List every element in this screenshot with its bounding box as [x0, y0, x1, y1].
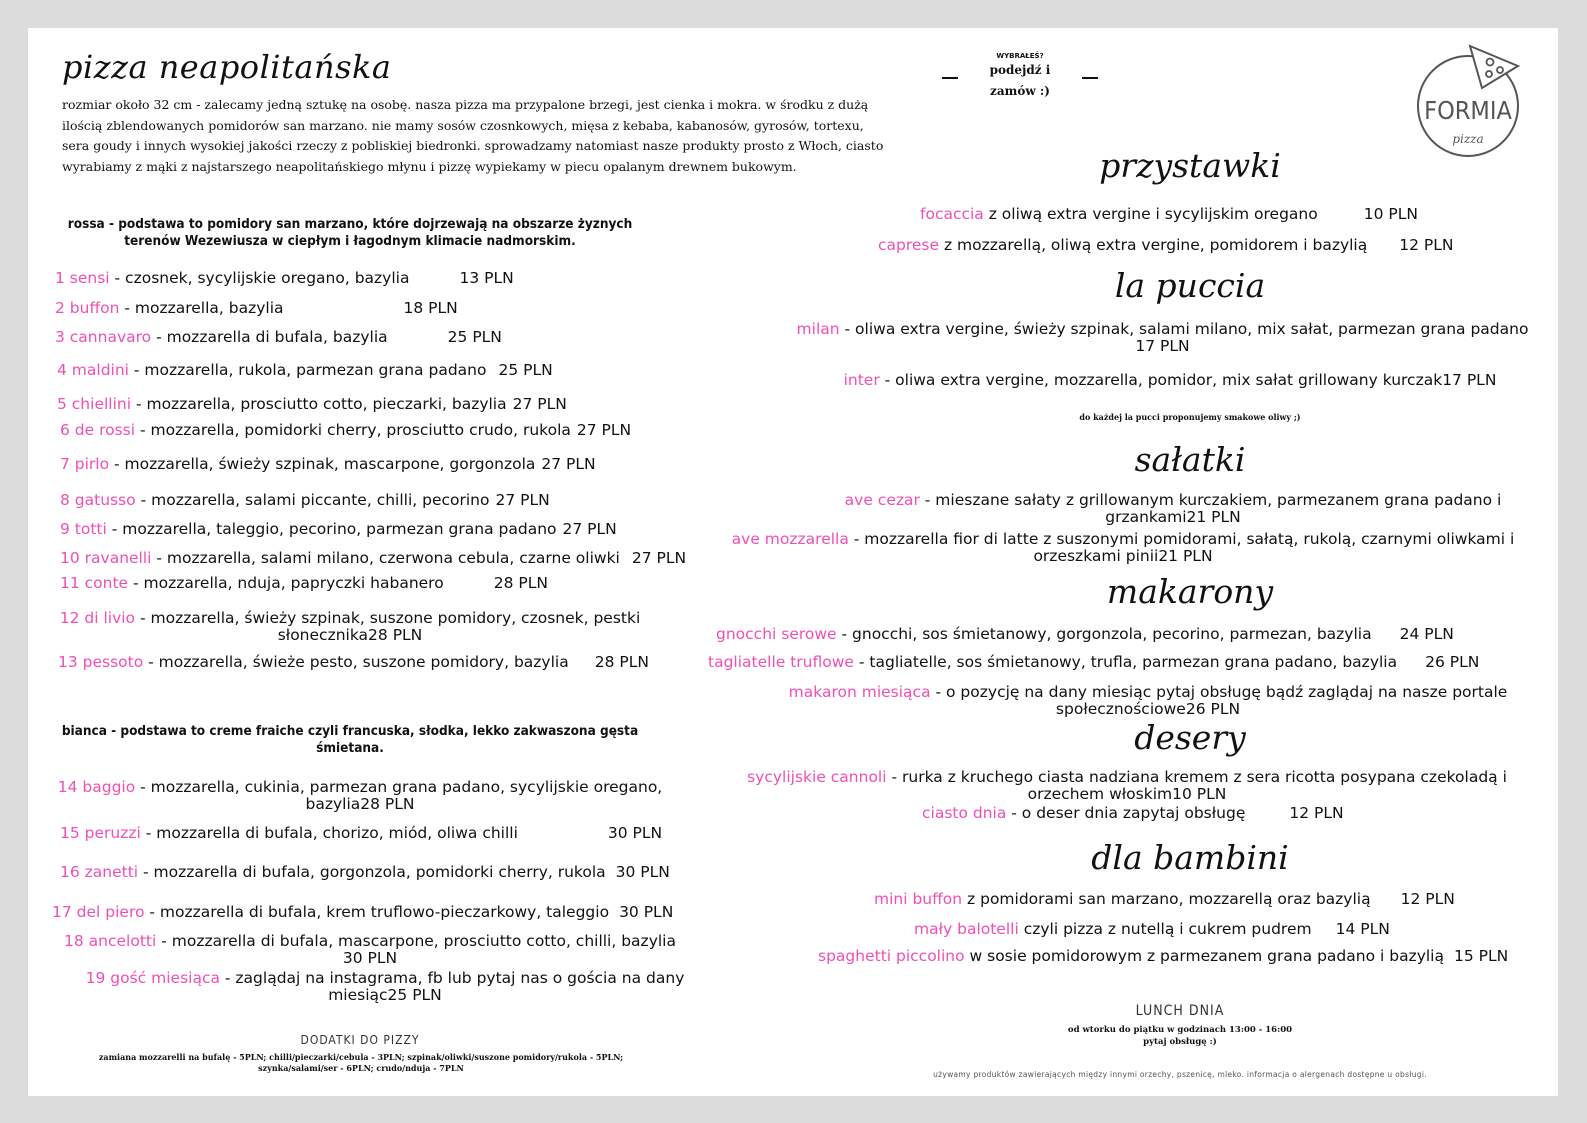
item-name: ave mozzarella [731, 530, 849, 548]
item-description: - o pozycję na dany miesiąc pytaj obsługę bądź zaglądaj na nasze portale społecznościowe [930, 683, 1508, 718]
lunch-line2: pytaj obsługę :) [1143, 1037, 1217, 1047]
item-price: 30 PLN [615, 863, 670, 881]
item-name: 19 gość miesiąca [85, 969, 220, 987]
item-name: 12 di livio [59, 609, 136, 627]
menu-item [75, 970, 695, 1004]
item-description: - mozzarella, świeży szpinak, mascarpone, gorgonzola [109, 455, 536, 473]
bianca-header: bianca - podstawa to creme fraiche czyli francuska, słodka, lekko zakwaszona gęsta śmietana. [61, 723, 639, 756]
menu-item [57, 362, 553, 379]
menu-item [874, 891, 1455, 908]
menu-item [55, 779, 665, 813]
item-description: czyli pizza z nutellą i cukrem pudrem [1018, 920, 1312, 938]
item-price: 25 PLN [387, 986, 442, 1004]
item-name: 18 ancelotti [64, 932, 157, 950]
rossa-header: rossa - podstawa to pomidory san marzano, które dojrzewają na obszarze żyznych terenów Wezewiusza w ciepłym i łagodnym klimacie nadmorskim. [67, 216, 633, 249]
item-description: - mieszane sałaty z grillowanym kurczakiem, parmezanem grana padano i grzankami [919, 491, 1502, 526]
addons-title: DODATKI DO PIZZY [300, 1033, 420, 1047]
puccia-title: la puccia [1114, 266, 1266, 305]
item-price: 27 PLN [541, 455, 596, 473]
item-price: 28 PLN [493, 574, 548, 592]
item-description: - oliwa extra vergine, świeży szpinak, salami milano, mix sałat, parmezan grana padano [839, 320, 1529, 338]
item-description: - mozzarella di bufala, chorizo, miód, oliwa chilli [140, 824, 518, 842]
menu-item [790, 321, 1535, 355]
lunch-title: LUNCH DNIA [1135, 1003, 1225, 1019]
item-name: gnocchi serowe [716, 625, 837, 643]
item-name: mały balotelli [914, 920, 1019, 938]
menu-item [60, 456, 596, 473]
item-price: 21 PLN [1158, 547, 1213, 565]
item-name: 11 conte [60, 574, 129, 592]
item-price: 10 PLN [1363, 205, 1418, 223]
item-price: 17 PLN [1135, 337, 1190, 355]
item-description: - tagliatelle, sos śmietanowy, trufla, parmezan grana padano, bazylia [853, 653, 1398, 671]
item-price: 12 PLN [1289, 804, 1344, 822]
item-name: sycylijskie cannoli [747, 768, 887, 786]
lunch-line1: od wtorku do piątku w godzinach 13:00 - 16:00 [1067, 1025, 1293, 1035]
order-small: WYBRAŁEŚ? [996, 52, 1044, 60]
item-price: 18 PLN [403, 299, 458, 317]
item-name: milan [796, 320, 840, 338]
menu-item [55, 270, 514, 287]
item-price: 25 PLN [498, 361, 553, 379]
item-price: 30 PLN [342, 949, 398, 967]
intro-text: rozmiar około 32 cm - zalecamy jedną sztukę na osobę. nasza pizza ma przypalone brzegi, jest cienka i mokra. w środku z dużą ilością zblendowanych pomidorów san marzano. nie mamy sosów czosnkowych, mięsa z kebaba, kabanosów, gyrosów, tortexu, sera goudy i innych wysokiej jakości rzeczy z pobliskiej biedronki. sprowadzamy natomiast nasze produkty prosto z Włoch, ciasto wyrabiamy z mąki z najstarszego neapolitańskiego młynu i pizzę wypiekamy w piecu opalanym drewnem bukowym. [62, 97, 884, 174]
item-description: z oliwą extra vergine i sycylijskim oregano [983, 205, 1318, 223]
item-description: - mozzarella, cukinia, parmezan grana padano, sycylijskie oregano, bazylia [135, 778, 663, 813]
item-price: 27 PLN [512, 395, 567, 413]
menu-item [52, 904, 673, 921]
item-description: z mozzarellą, oliwą extra vergine, pomidorem i bazylią [939, 236, 1368, 254]
item-description: - mozzarella, rukola, parmezan grana padano [128, 361, 487, 379]
menu-item [55, 329, 502, 346]
item-name: spaghetti piccolino [818, 947, 965, 965]
item-price: 27 PLN [562, 520, 617, 538]
logo-brand: FORMIA [1424, 96, 1512, 125]
item-description: - czosnek, sycylijskie oregano, bazylia [109, 269, 410, 287]
menu-item [60, 825, 662, 842]
menu-item [60, 422, 631, 439]
item-description: - rurka z kruchego ciasta nadziana kremem z sera ricotta posypana czekoladą i orzechem włoskim [886, 768, 1507, 803]
item-price: 17 PLN [1442, 371, 1497, 389]
item-description: - oliwa extra vergine, mozzarella, pomidor, mix sałat grillowany kurczak [879, 371, 1443, 389]
item-price: 27 PLN [576, 421, 632, 439]
item-name: focaccia [920, 205, 984, 223]
item-price: 27 PLN [631, 549, 687, 567]
item-description: - mozzarella, taleggio, pecorino, parmezan grana padano [106, 520, 557, 538]
menu-item [878, 237, 1453, 254]
item-name: 3 cannavaro [55, 328, 152, 346]
item-price: 10 PLN [1172, 785, 1227, 803]
item-description: - zaglądaj na instagrama, fb lub pytaj nas o gościa na dany miesiąc [219, 969, 685, 1004]
item-description: - mozzarella, prosciutto cotto, pieczarki, bazylia [131, 395, 507, 413]
formia-logo [1410, 44, 1530, 160]
item-price: 28 PLN [360, 795, 415, 813]
page-title: pizza neapolitańska [62, 48, 392, 86]
menu-item [768, 684, 1528, 718]
item-description: - mozzarella, salami piccante, chilli, pecorino [135, 491, 490, 509]
item-name: 10 ravanelli [60, 549, 152, 567]
menu-item [57, 396, 567, 413]
item-price: 30 PLN [619, 903, 674, 921]
item-description: - mozzarella, nduja, papryczki habanero [128, 574, 444, 592]
item-price: 25 PLN [447, 328, 502, 346]
addons-text: zamiana mozzarelli na bufalę - 5PLN; chilli/pieczarki/cebula - 3PLN; szpinak/oliwki/suszone pomidory/rukola - 5PLN; szynka/salami/ser - 6PLN; crudo/nduja - 7PLN [98, 1052, 624, 1073]
item-name: 9 totti [60, 520, 107, 538]
item-price: 14 PLN [1335, 920, 1390, 938]
dash-right [1082, 77, 1098, 79]
item-description: - gnocchi, sos śmietanowy, gorgonzola, pecorino, parmezan, bazylia [836, 625, 1372, 643]
item-price: 28 PLN [368, 626, 423, 644]
item-name: 1 sensi [55, 269, 110, 287]
item-description: - mozzarella di bufala, krem truflowo-pieczarkowy, taleggio [144, 903, 610, 921]
item-price: 30 PLN [607, 824, 663, 842]
item-name: mini buffon [874, 890, 963, 908]
item-name: 14 baggio [57, 778, 136, 796]
item-name: 16 zanetti [60, 863, 139, 881]
item-name: tagliatelle truflowe [708, 653, 854, 671]
item-description: - mozzarella di bufala, mascarpone, prosciutto cotto, chilli, bazylia [156, 932, 676, 950]
item-name: 17 del piero [52, 903, 145, 921]
puccia-note: do każdej la pucci proponujemy smakowe oliwy ;) [1079, 412, 1301, 422]
menu-item [60, 521, 617, 538]
makarony-title: makarony [1106, 572, 1274, 611]
menu-item [818, 948, 1508, 965]
przystawki-title: przystawki [1099, 146, 1281, 185]
item-price: 28 PLN [594, 653, 649, 671]
menu-item [920, 206, 1418, 223]
order-line1: podejdź i [989, 63, 1051, 77]
item-description: - mozzarella, salami milano, czerwona cebula, czarne oliwki [151, 549, 620, 567]
item-description: - mozzarella, pomidorki cherry, prosciutto crudo, rukola [135, 421, 571, 439]
item-price: 12 PLN [1399, 236, 1454, 254]
item-description: - mozzarella di bufala, gorgonzola, pomidorki cherry, rukola [138, 863, 606, 881]
menu-item [55, 300, 458, 317]
item-price: 24 PLN [1399, 625, 1454, 643]
item-name: 2 buffon [55, 299, 120, 317]
item-name: caprese [878, 236, 940, 254]
item-description: - mozzarella, świeży szpinak, suszone pomidory, czosnek, pestki słonecznika [135, 609, 641, 644]
item-description: - mozzarella, bazylia [119, 299, 284, 317]
item-name: 7 pirlo [60, 455, 110, 473]
item-description: - mozzarella fior di latte z suszonymi pomidorami, sałatą, rukolą, czarnymi oliwkami i orzeszkami pinii [848, 530, 1515, 565]
item-price: 21 PLN [1186, 508, 1241, 526]
menu-item [58, 654, 649, 671]
menu-item [55, 610, 645, 644]
item-description: - mozzarella di bufala, bazylia [151, 328, 388, 346]
menu-item [840, 372, 1500, 389]
menu-item [60, 492, 550, 509]
bambini-title: dla bambini [1091, 838, 1289, 877]
item-name: 5 chiellini [57, 395, 132, 413]
item-price: 13 PLN [459, 269, 514, 287]
menu-item [60, 575, 548, 592]
item-name: inter [843, 371, 880, 389]
item-description: - o deser dnia zapytaj obsługę [1006, 804, 1246, 822]
item-price: 15 PLN [1453, 947, 1509, 965]
order-line2: zamów :) [990, 84, 1050, 98]
menu-item [718, 531, 1528, 565]
item-price: 26 PLN [1425, 653, 1480, 671]
item-name: 15 peruzzi [60, 824, 141, 842]
item-name: ave cezar [844, 491, 920, 509]
allergen-note: używamy produktów zawierających między innymi orzechy, pszenicę, mleko. informacja o alergenach dostępne u obsługi. [933, 1070, 1427, 1079]
item-name: 6 de rossi [60, 421, 136, 439]
menu-item [708, 654, 1479, 671]
menu-item [60, 864, 670, 881]
menu-item [914, 921, 1390, 938]
item-name: 8 gatusso [60, 491, 136, 509]
item-price: 12 PLN [1400, 890, 1455, 908]
order-prompt [942, 52, 1100, 104]
logo-sub: pizza [1452, 132, 1484, 146]
menu-item [60, 550, 686, 567]
dash-left [942, 77, 958, 79]
menu-item [718, 769, 1536, 803]
item-price: 27 PLN [495, 491, 550, 509]
menu-item [55, 933, 685, 967]
item-price: 26 PLN [1185, 700, 1241, 718]
item-description: z pomidorami san marzano, mozzarellą oraz bazylią [962, 890, 1371, 908]
item-description: w sosie pomidorowym z parmezanem grana padano i bazylią [964, 947, 1444, 965]
menu-item [716, 626, 1454, 643]
item-name: 4 maldini [57, 361, 129, 379]
menu-item [922, 805, 1344, 822]
item-name: 13 pessoto [58, 653, 144, 671]
item-name: makaron miesiąca [788, 683, 931, 701]
item-description: - mozzarella, świeże pesto, suszone pomidory, bazylia [143, 653, 569, 671]
menu-item [818, 492, 1528, 526]
item-name: ciasto dnia [922, 804, 1007, 822]
salatki-title: sałatki [1134, 440, 1246, 479]
desery-title: desery [1134, 718, 1246, 757]
